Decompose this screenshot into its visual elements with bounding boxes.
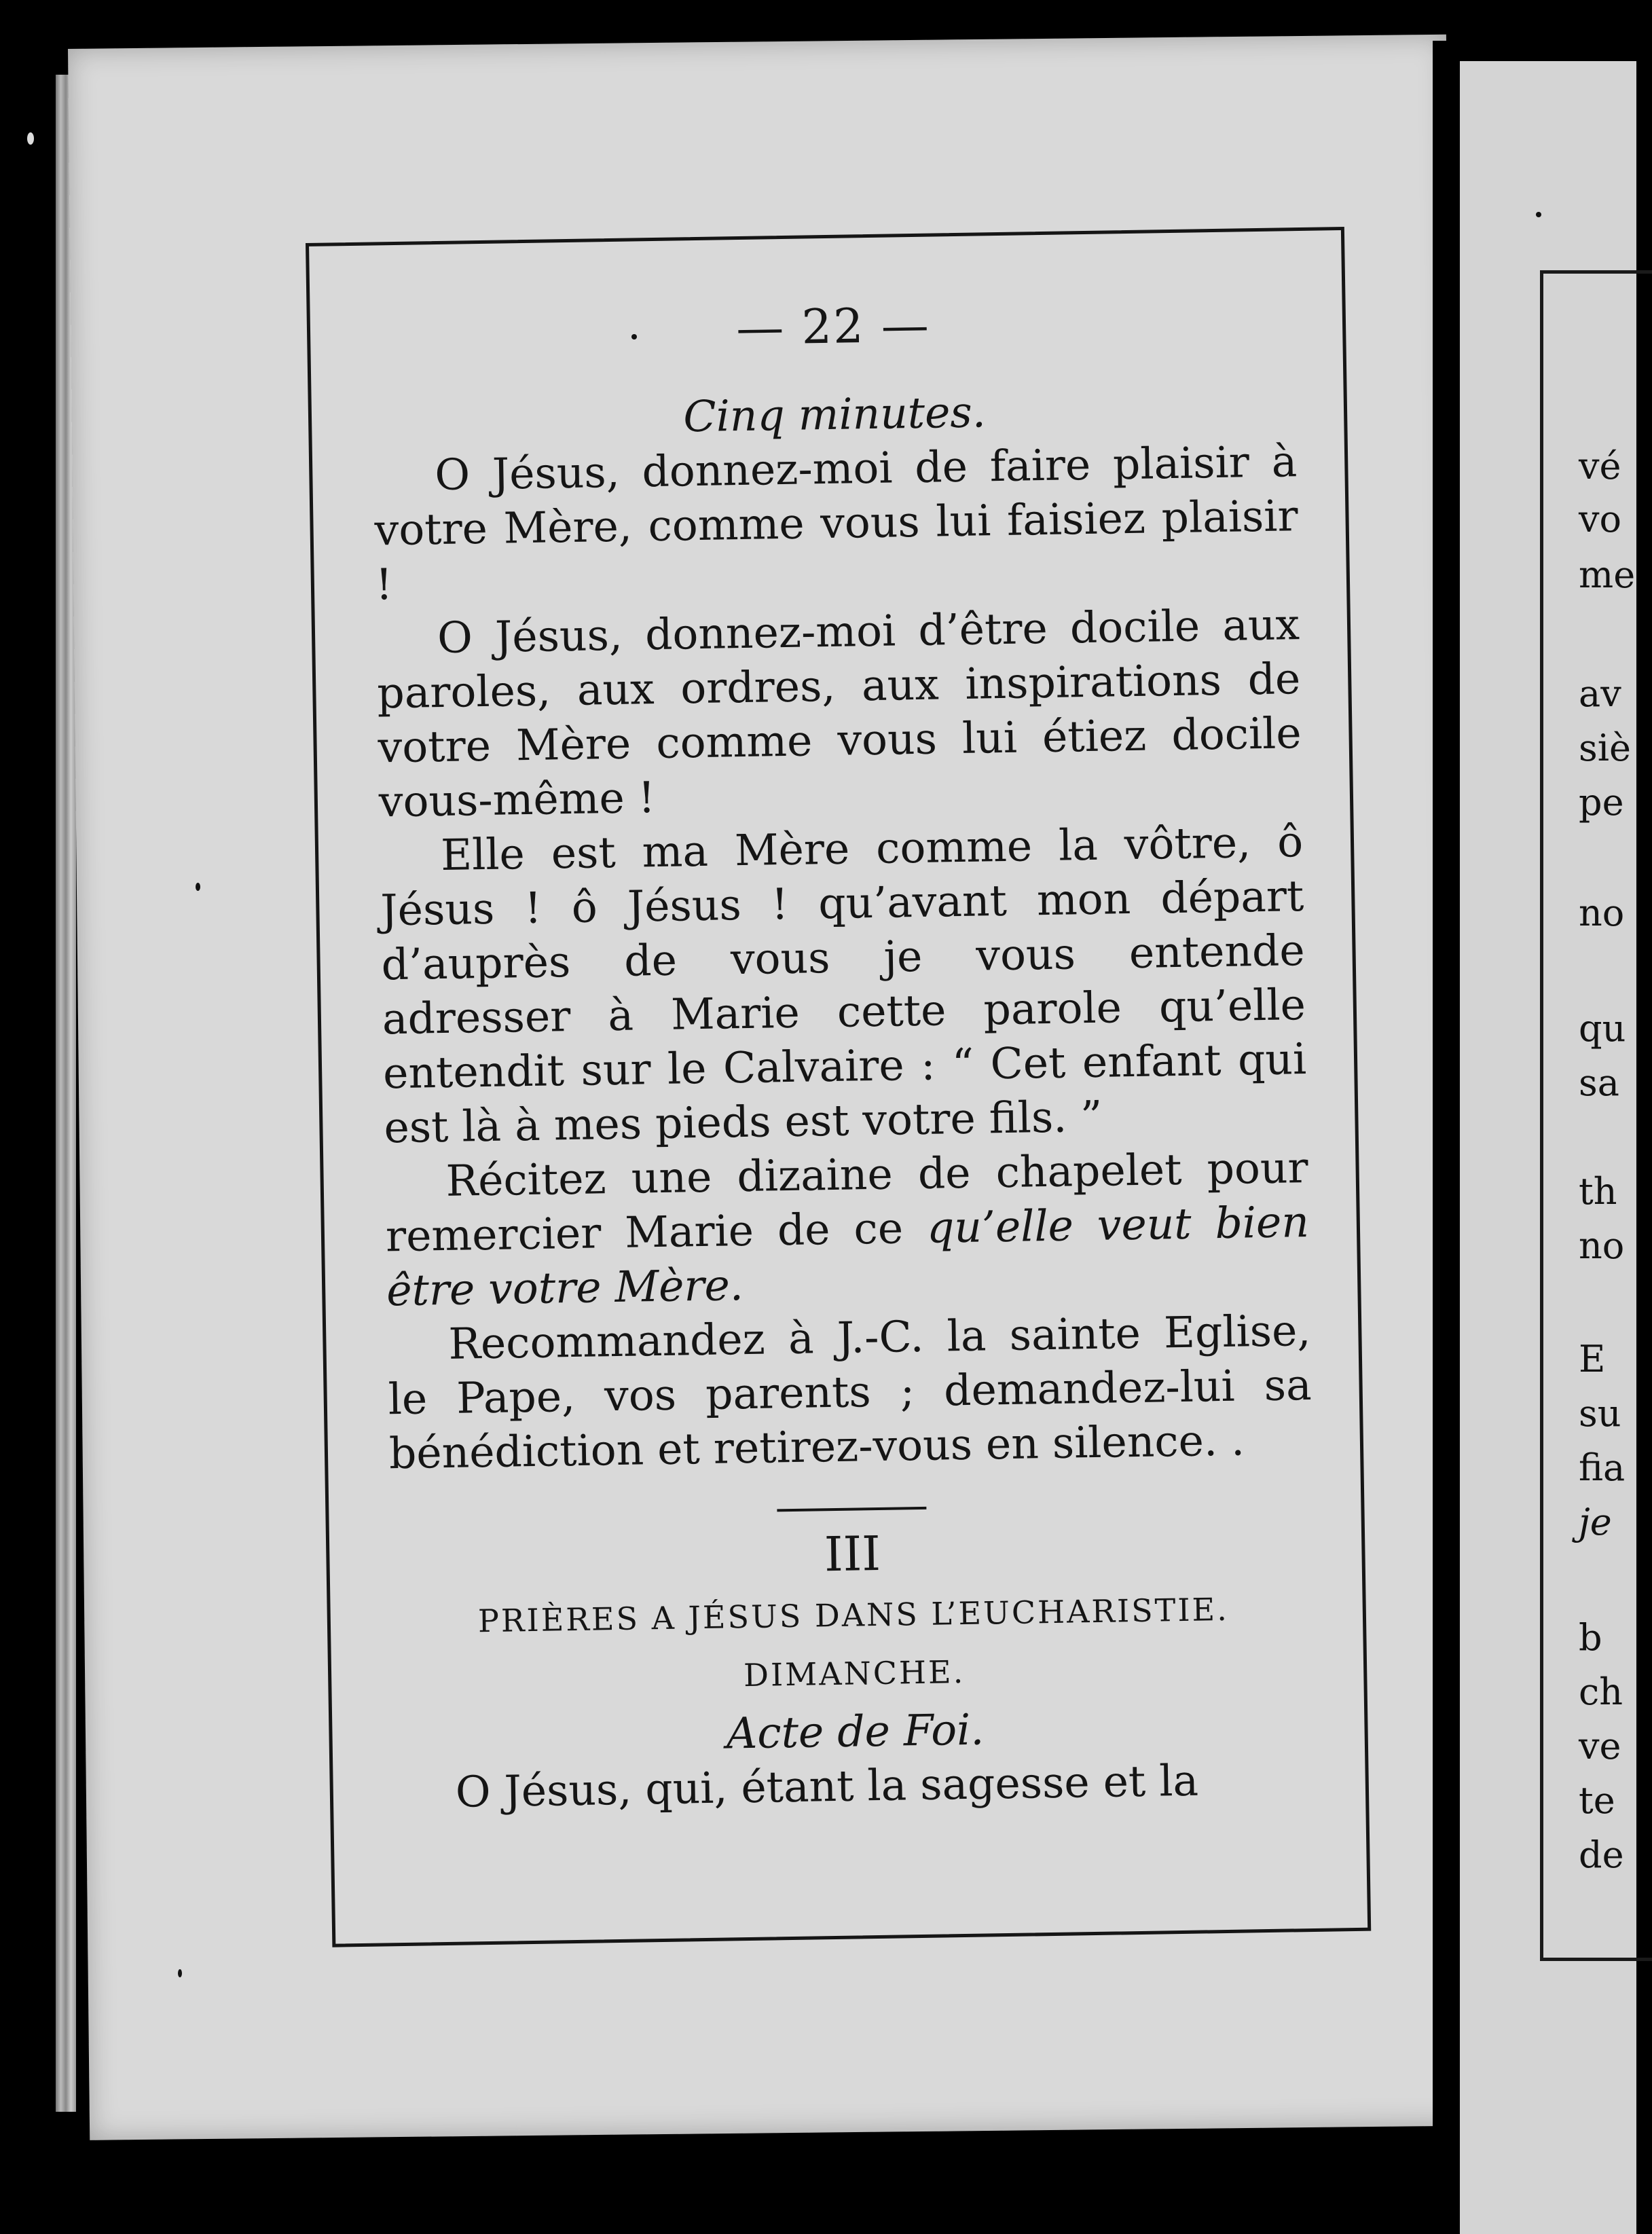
paragraph: O Jésus, donnez-moi de faire plaisir à votre Mère, comme vous lui faisiez plaisir ! <box>374 437 1299 610</box>
paragraph: Elle est ma Mère comme la vôtre, ô Jésus ! ô Jésus ! qu’avant mon départ d’auprès de vous je vous entende adresser à Marie cette parole qu’elle entendit sur le Calvaire : “ Cet enfant qui est là à mes pieds est votre fils. ” <box>380 817 1307 1153</box>
text-frame <box>306 227 1371 1947</box>
act-title: Acte de Foi. <box>726 1704 985 1759</box>
neighbor-fragment: av <box>1579 672 1621 715</box>
neighbor-fragment: qu <box>1579 1007 1626 1050</box>
neighbor-fragment: sa <box>1579 1061 1619 1104</box>
neighbor-fragment: E <box>1579 1338 1606 1380</box>
neighbor-fragment: su <box>1579 1392 1621 1435</box>
paragraph-recommandez: Recommandez à J.-C. la sainte Eglise, le Pape, vos parents ; demandez-lui sa bénédiction et retirez-vous en silence. . <box>388 1305 1313 1479</box>
paragraph: O Jésus, donnez-moi d’être docile aux paroles, aux ordres, aux inspirations de votre Mère comme vous lui étiez docile vous-même ! <box>376 600 1302 827</box>
neighbor-fragment: vé <box>1579 445 1621 488</box>
day-heading: DIMANCHE. <box>743 1653 966 1694</box>
neighbor-fragment: fia <box>1579 1446 1626 1489</box>
neighbor-fragment: me <box>1579 553 1636 596</box>
neighbor-fragment: je <box>1579 1501 1612 1543</box>
prayer-title: Cinq minutes. <box>682 387 987 442</box>
scan-speck <box>196 883 200 891</box>
neighbor-fragment: vo <box>1579 498 1622 541</box>
neighbor-fragment: pe <box>1579 781 1624 824</box>
neighbor-fragment: b <box>1579 1616 1602 1659</box>
neighbor-fragment: de <box>1579 1833 1624 1876</box>
scan-speck <box>1536 212 1541 217</box>
scan-speck <box>27 132 34 145</box>
neighbor-fragment: siè <box>1579 727 1631 769</box>
recitez-text: Récitez une dizaine de chapelet pour remercier Marie de ce <box>385 1142 1309 1262</box>
scan-speck <box>178 1969 182 1977</box>
neighbor-fragment: te <box>1579 1779 1615 1822</box>
recitez-italic: qu’elle veut bien être votre Mère. <box>386 1196 1310 1316</box>
page-content <box>371 292 1318 1820</box>
neighbor-fragment: th <box>1579 1170 1617 1213</box>
section-number: III <box>824 1525 881 1583</box>
section-title: PRIÈRES A JÉSUS DANS L’EUCHARISTIE. <box>477 1590 1230 1640</box>
neighbor-fragment: no <box>1579 892 1625 934</box>
book-gutter <box>1433 41 1460 2214</box>
neighbor-fragment: ve <box>1579 1725 1621 1768</box>
neighbor-fragment: no <box>1579 1224 1625 1267</box>
section-divider <box>777 1507 926 1512</box>
last-line: O Jésus, qui, étant la sagesse et la <box>455 1755 1199 1817</box>
page-number: — 22 — <box>735 297 931 356</box>
paragraph-recitez <box>384 1141 1310 1318</box>
neighbor-fragment: ch <box>1579 1670 1623 1713</box>
